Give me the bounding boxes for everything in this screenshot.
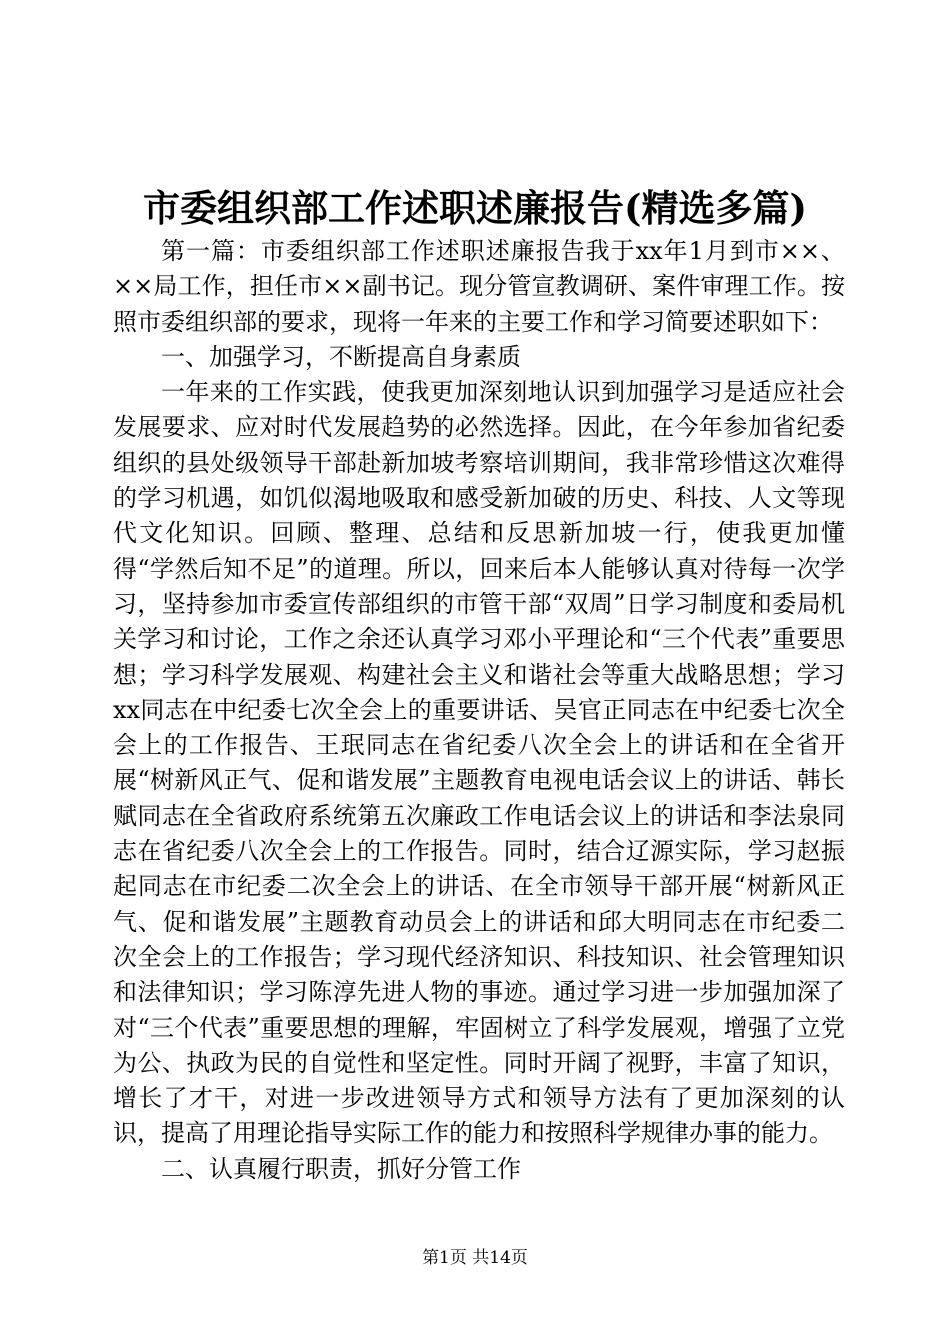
section-heading-2: 二、认真履行职责，抓好分管工作 xyxy=(161,1154,521,1183)
document-title: 市委组织部工作述职述廉报告(精选多篇) xyxy=(142,186,807,230)
paragraph-intro: 第一篇：市委组织部工作述职述廉报告我于xx年1月到市××、××局工作，担任市××副书记。现分管宣教调研、案件审理工作。按照市委组织部的要求，现将一年来的主要工作和学习简要述职如下： xyxy=(113,237,845,336)
section-heading-1: 一、加强学习，不断提高自身素质 xyxy=(161,342,521,371)
page-number-footer: 第1页 共14页 xyxy=(422,1248,528,1268)
paragraph-learning: 一年来的工作实践，使我更加深刻地认识到加强学习是适应社会发展要求、应对时代发展趋势的必然选择。因此，在今年参加省纪委组织的县处级领导干部赴新加坡考察培训期间，我非常珍惜这次难得的学习机遇，如饥似渴地吸取和感受新加破的历史、科技、人文等现代文化知识。回顾、整理、总结和反思新加坡一行，使我更加懂得“学然后知不足”的道理。所以，回来后本人能够认真对待每一次学习，坚持参加市委宣传部组织的市管干部“双周”日学习制度和委局机关学习和讨论，工作之余还认真学习邓小平理论和“三个代表”重要思想；学习科学发展观、构建社会主义和谐社会等重大战略思想；学习xx同志在中纪委七次全会上的重要讲话、吴官正同志在中纪委七次全会上的工作报告、王珉同志在省纪委八次全会上的讲话和在全省开展“树新风正气、促和谐发展”主题教育电视电话会议上的讲话、韩长赋同志在全省政府系统第五次廉政工作电话会议上的讲话和李法泉同志在省纪委八次全会上的工作报告。同时，结合辽源实际，学习赵振起同志在市纪委二次全会上的讲话、在全市领导干部开展“树新风正气、促和谐发展”主题教育动员会上的讲话和邱大明同志在市纪委二次全会上的工作报告；学习现代经济知识、科技知识、社会管理知识和法律知识；学习陈淳先进人物的事迹。通过学习进一步加强加深了对“三个代表”重要思想的理解，牢固树立了科学发展观，增强了立党为公、执政为民的自觉性和坚定性。同时开阔了视野，丰富了知识，增长了才干，对进一步改进领导方式和领导方法有了更加深刻的认识，提高了用理论指导实际工作的能力和按照科学规律办事的能力。 xyxy=(113,378,845,1148)
document-body xyxy=(113,234,845,1187)
